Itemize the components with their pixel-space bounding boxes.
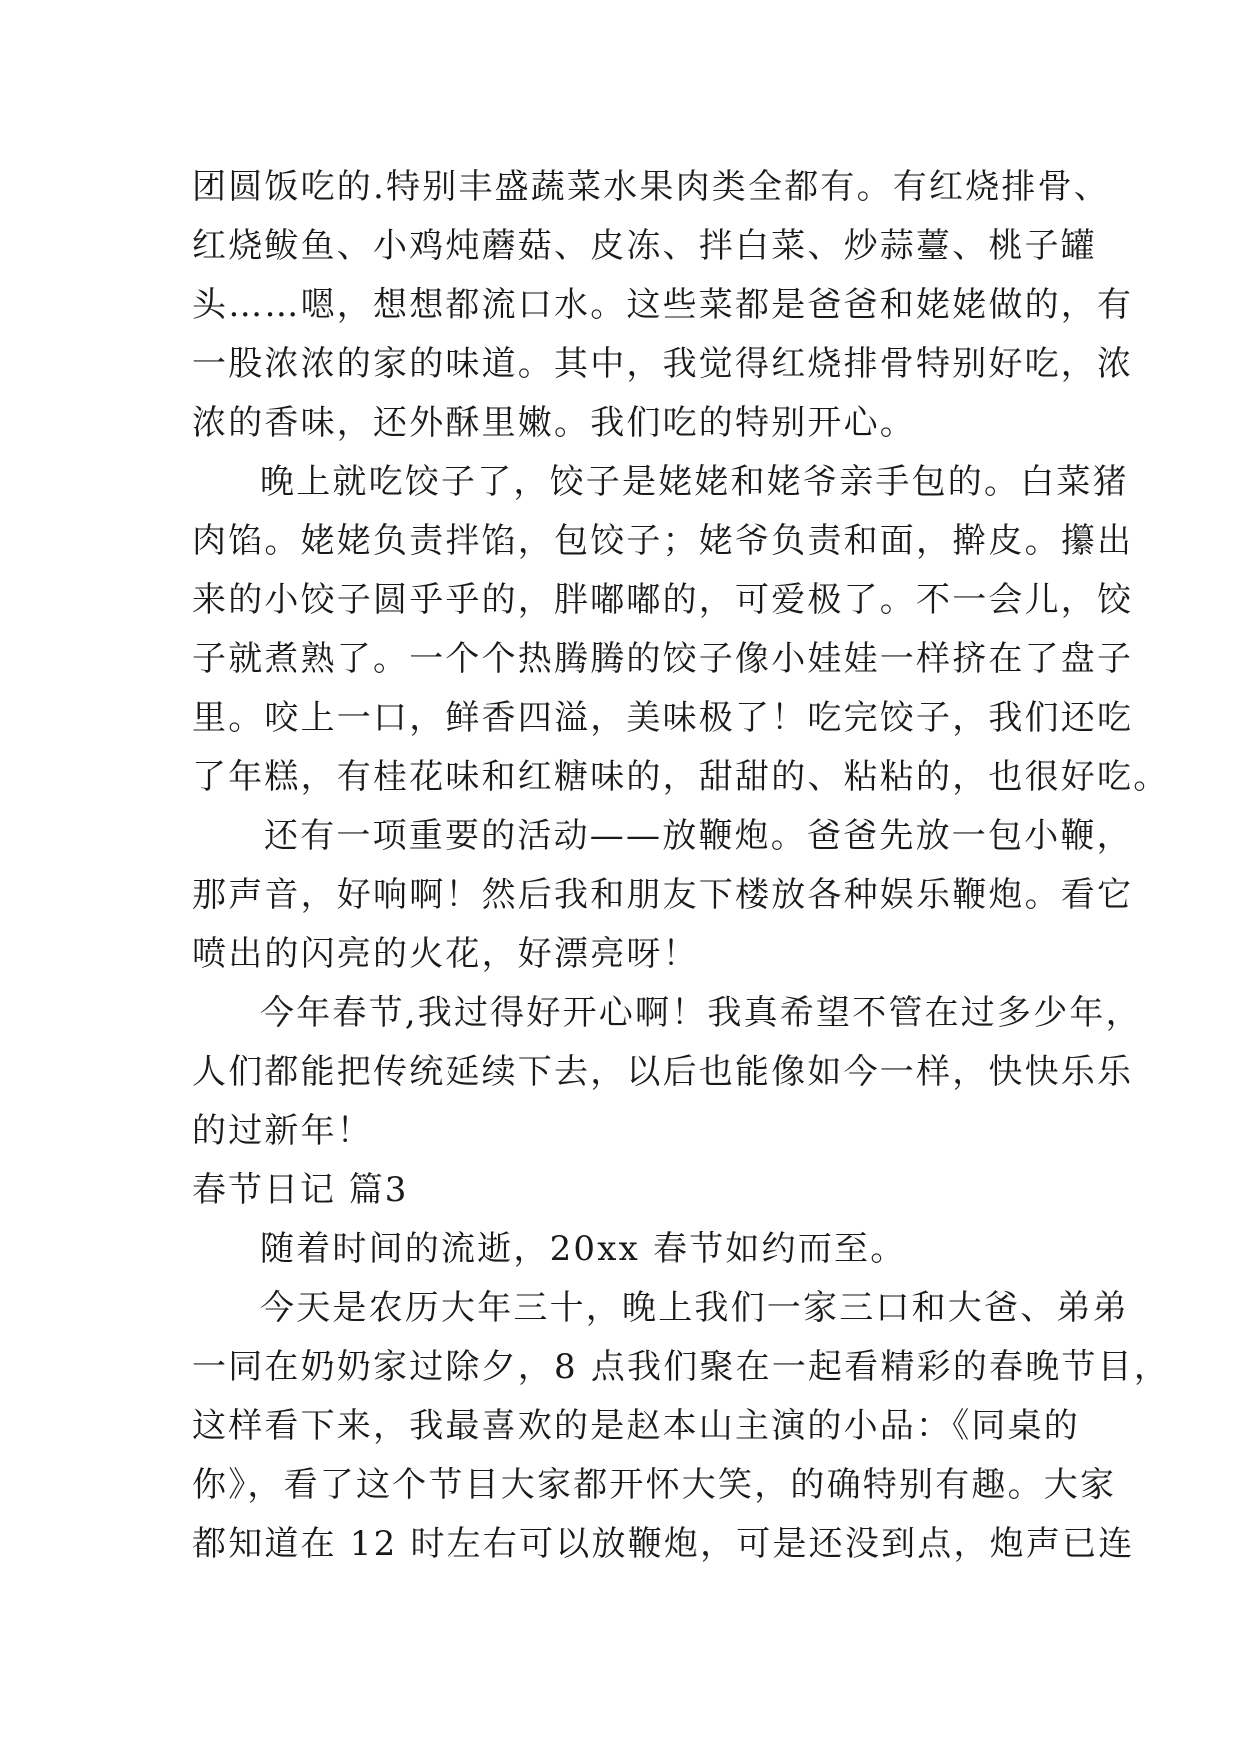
paragraph-start-line: 晚上就吃饺子了，饺子是姥姥和姥爷亲手包的。白菜猪 bbox=[260, 462, 1129, 502]
paragraph-start-line: 随着时间的流逝，20xx 春节如约而至。 bbox=[260, 1229, 907, 1269]
text-line: 浓的香味，还外酥里嫩。我们吃的特别开心。 bbox=[192, 403, 916, 443]
text-line: 了年糕，有桂花味和红糖味的，甜甜的、粘粘的，也很好吃。 bbox=[192, 757, 1170, 797]
paragraph-start-line: 今年春节,我过得好开心啊！我真希望不管在过多少年， bbox=[260, 993, 1142, 1033]
text-line: 人们都能把传统延续下去，以后也能像如今一样，快快乐乐 bbox=[192, 1052, 1134, 1092]
text-line: 喷出的闪亮的火花，好漂亮呀！ bbox=[192, 934, 699, 974]
text-line: 这样看下来，我最喜欢的是赵本山主演的小品：《同桌的 bbox=[192, 1406, 1080, 1446]
text-line: 那声音，好响啊！然后我和朋友下楼放各种娱乐鞭炮。看它 bbox=[192, 875, 1134, 915]
text-line: 来的小饺子圆乎乎的，胖嘟嘟的，可爱极了。不一会儿，饺 bbox=[192, 580, 1134, 620]
text-line: 头……嗯，想想都流口水。这些菜都是爸爸和姥姥做的，有 bbox=[192, 285, 1134, 325]
text-line: 肉馅。姥姥负责拌馅，包饺子；姥爷负责和面，擀皮。攥出 bbox=[192, 521, 1134, 561]
text-line: 子就煮熟了。一个个热腾腾的饺子像小娃娃一样挤在了盘子 bbox=[192, 639, 1134, 679]
paragraph-start-line: 今天是农历大年三十，晚上我们一家三口和大爸、弟弟 bbox=[260, 1288, 1129, 1328]
text-line: 一股浓浓的家的味道。其中，我觉得红烧排骨特别好吃，浓 bbox=[192, 344, 1134, 384]
text-line: 团圆饭吃的.特别丰盛蔬菜水果肉类全都有。有红烧排骨、 bbox=[192, 167, 1111, 207]
text-line: 里。咬上一口，鲜香四溢，美味极了！吃完饺子，我们还吃 bbox=[192, 698, 1134, 738]
text-line: 的过新年！ bbox=[192, 1111, 373, 1151]
text-line: 一同在奶奶家过除夕，8 点我们聚在一起看精彩的春晚节目， bbox=[192, 1347, 1171, 1387]
text-line: 红烧鲅鱼、小鸡炖蘑菇、皮冻、拌白菜、炒蒜薹、桃子罐 bbox=[192, 226, 1097, 266]
text-line: 你》，看了这个节目大家都开怀大笑，的确特别有趣。大家 bbox=[192, 1465, 1117, 1505]
document-body bbox=[192, 158, 1171, 1574]
section-heading: 春节日记 篇3 bbox=[192, 1170, 409, 1210]
paragraph-start-line: 还有一项重要的活动——放鞭炮。爸爸先放一包小鞭， bbox=[264, 816, 1133, 856]
text-line: 都知道在 12 时左右可以放鞭炮，可是还没到点，炮声已连 bbox=[192, 1524, 1135, 1564]
